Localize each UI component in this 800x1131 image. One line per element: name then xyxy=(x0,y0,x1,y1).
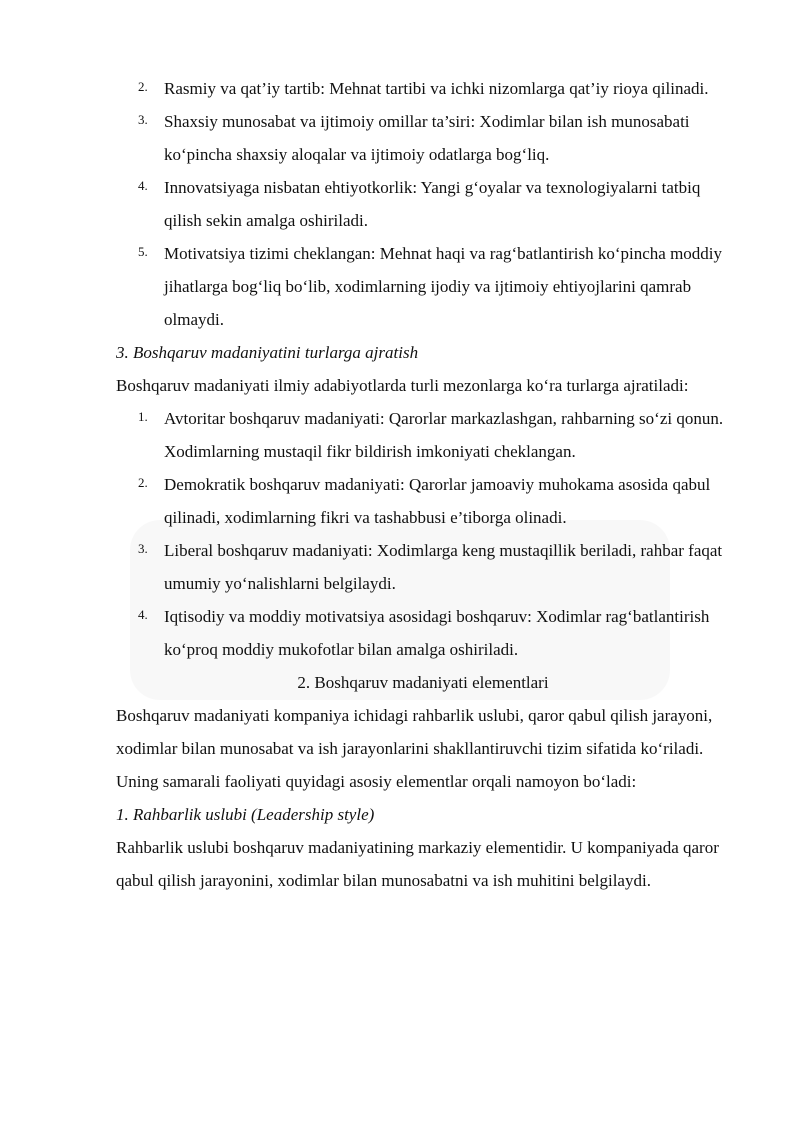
list-item xyxy=(0,237,800,336)
list-number: 5. xyxy=(138,244,148,259)
list-text: Shaxsiy munosabat va ijtimoiy omillar ta’siri: Xodimlar bilan ish munosabati ko‘pincha shaxsiy aloqalar va ijtimoiy odatlarga bog‘liq. xyxy=(164,112,690,164)
list-text: Motivatsiya tizimi cheklangan: Mehnat haqi va rag‘batlantirish ko‘pincha moddiy jihatlarga bog‘liq bo‘lib, xodimlarning ijodiy va ijtimoiy ehtiyojlarini qamrab olmaydi. xyxy=(164,244,723,329)
list-text: Demokratik boshqaruv madaniyati: Qarorlar jamoaviy muhokama asosida qabul qilinadi, xodimlarning fikri va tashabbusi e’tiborga olinadi. xyxy=(164,475,711,527)
list-number: 4. xyxy=(138,607,148,622)
list-item xyxy=(0,402,800,468)
list-text: Rasmiy va qat’iy tartib: Mehnat tartibi va ichki nizomlarga qat’iy rioya qilinadi. xyxy=(164,79,709,98)
list-number: 1. xyxy=(138,409,148,424)
list-text: Innovatsiyaga nisbatan ehtiyotkorlik: Yangi g‘oyalar va texnologiyalarni tatbiq qilish sekin amalga oshiriladi. xyxy=(164,178,701,230)
list-item xyxy=(0,600,800,666)
list-text: Avtoritar boshqaruv madaniyati: Qarorlar markazlashgan, rahbarning so‘zi qonun. Xodimlarning mustaqil fikr bildirish imkoniyati cheklangan. xyxy=(164,409,724,461)
list-item xyxy=(0,468,800,534)
list-number: 2. xyxy=(138,475,148,490)
list-item xyxy=(0,105,800,171)
list-number: 3. xyxy=(138,541,148,556)
page-content xyxy=(0,72,800,897)
subsection-heading: 1. Rahbarlik uslubi (Leadership style) xyxy=(116,805,375,824)
list-text: Iqtisodiy va moddiy motivatsiya asosidagi boshqaruv: Xodimlar rag‘batlantirish ko‘proq moddiy mukofotlar bilan amalga oshiriladi. xyxy=(164,607,710,659)
list-text: Liberal boshqaruv madaniyati: Xodimlarga keng mustaqillik beriladi, rahbar faqat umumiy yo‘nalishlarni belgilaydi. xyxy=(164,541,723,593)
chapter-title: 2. Boshqaruv madaniyati elementlari xyxy=(297,673,549,692)
list-item xyxy=(0,72,800,105)
list-b xyxy=(0,402,800,666)
chapter-intro: Boshqaruv madaniyati kompaniya ichidagi rahbarlik uslubi, qaror qabul qilish jarayoni, xodimlar bilan munosabat va ish jarayonlarini shakllantiruvchi tizim sifatida ko‘riladi. Uning samarali faoliyati quyidagi asosiy elementlar orqali namoyon bo‘ladi: xyxy=(116,706,713,791)
list-number: 4. xyxy=(138,178,148,193)
list-number: 2. xyxy=(138,79,148,94)
list-a xyxy=(0,72,800,336)
list-number: 3. xyxy=(138,112,148,127)
subsection-text: Rahbarlik uslubi boshqaruv madaniyatining markaziy elementidir. U kompaniyada qaror qabul qilish jarayonini, xodimlar bilan munosabatni va ish muhitini belgilaydi. xyxy=(116,838,719,890)
section-intro: Boshqaruv madaniyati ilmiy adabiyotlarda turli mezonlarga ko‘ra turlarga ajratiladi: xyxy=(116,376,689,395)
list-item xyxy=(0,534,800,600)
section-heading: 3. Boshqaruv madaniyatini turlarga ajratish xyxy=(116,343,419,362)
list-item xyxy=(0,171,800,237)
